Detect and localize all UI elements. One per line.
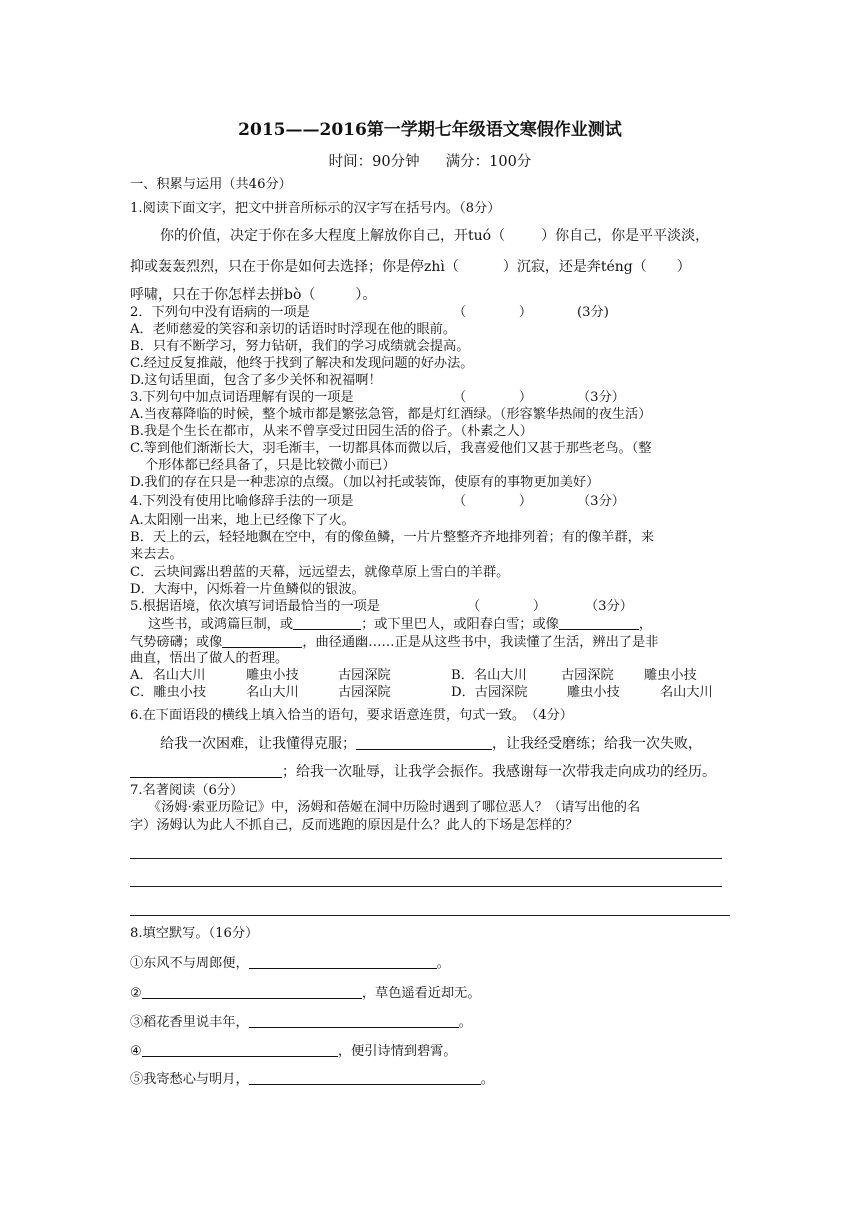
q5-blank-2[interactable] — [559, 616, 639, 630]
q7-prompt: 7.名著阅读（6分） — [130, 783, 244, 798]
q6-prompt: 6.在下面语段的横线上填入恰当的语句，要求语意连贯，句式一致。 （4分） — [130, 708, 573, 723]
exam-subtitle — [0, 153, 860, 171]
q2-prompt: 2．下列句中没有语病的一项是 （ ） (3分) — [130, 305, 609, 320]
q5-option-b: B．名山大川 — [451, 668, 527, 683]
q5-answer-paren[interactable]: （ ） — [467, 599, 547, 614]
q3-option-c: C.等到他们渐渐长大，羽毛渐丰，一切都具体而微以后，我喜爱他们又甚于那些老鸟。（整 — [130, 441, 652, 456]
q6-line2: ；给我一次耻辱，让我学会振作。我感谢每一次带我走向成功的经历。 — [130, 764, 716, 780]
q5-option-c: C．雕虫小技 — [130, 685, 207, 700]
exam-time: 时间：90分钟 — [328, 154, 420, 170]
q4-option-a: A.太阳刚一出来，地上已经像下了火。 — [130, 513, 355, 528]
q2-option-a: A．老师慈爱的笑容和亲切的话语时时浮现在他的眼前。 — [130, 322, 457, 337]
q2-option-d: D.这句话里面，包含了多少关怀和祝福啊！ — [130, 373, 382, 388]
q8-item-1: ①东风不与周郎便， 。 — [130, 956, 450, 971]
q2-option-c: C.经过反复推敲，他终于找到了解决和发现问题的好办法。 — [130, 356, 474, 371]
q5-line2: 气势磅礴；或像 ，曲径通幽……正是从这些书中，我读懂了生活，辨出了是非 — [130, 635, 659, 650]
exam-page: 2015——2016第一学期七年级语文寒假作业测试 时间：90分钟 满分：100分 一、积累与运用（共46分） 1.阅读下面文字，把文中拼音所标示的汉字写在括号内。（8分） 你的价值，决定于你在多大程度上解放你自己，开tuó（ ）你自己，你是平平淡淡， 抑或轰轰烈烈，只在于你是如何去选择；你是停zhì（ ）沉寂，还是奔téng（ ） 呼啸，只在于你怎样去拼bò（ ）。 2．下列句中没有语病的一项是 （ ） (3分) A．老师慈爱的笑容和亲切的话语时时浮现在他的眼前。 B．只有不断学习，努力钻研，我们的学习成绩就会提高。 C.经过反复推敲，他终于找到了解决和发现问题的好办法。 D.这句话里面，包含了多少关怀和祝福啊！ 3.下列句中加点词语理解有误的一项是 （ ） （3分） A.当夜幕降临的时候，整个城市都是繁弦急管，都是灯红酒绿。（形容繁华热闹的夜生活） B.我是个生长在都市，从来不曾享受过田园生活的俗子。（朴素之人） C.等到他们渐渐长大，羽毛渐丰，一切都具体而微以后，我喜爱他们又甚于那些老鸟。（整 个形体都已经具备了，只是比较微小而已） D.我们的存在只是一种悲凉的点缀。（加以衬托或装饰，使原有的事物更加美好） 4.下列没有使用比喻修辞手法的一项是 （ ） （3分） A.太阳刚一出来，地上已经像下了火。 B．天上的云，轻轻地飘在空中，有的像鱼鳞，一片片整整齐齐地排列着；有的像羊群，来 来去去。 C．云块间露出碧蓝的天幕，远远望去，就像草原上雪白的羊群。 D．大海中，闪烁着一片鱼鳞似的银波。 5.根据语境，依次填写词语最恰当的一项是 （ ） （3分） 这些书，或鸿篇巨制，或 ；或下里巴人，或阳春白雪；或像 ， 气势磅礴；或像 ，曲径通幽……正是从这些书中，我读懂了生活，辨出了是非 曲直，悟出了做人的哲理。 A．名山大川 雕虫小技 古园深院 B．名山大川 古园深院 雕虫小技 C．雕虫小技 名山大川 古园深院 D．古园深院 雕虫小技 名山大川 6.在下面语段的横线上填入恰当的语句，要求语意连贯，句式一致。 （4分） 给我一次困难，让我懂得克服； ，让我经受磨练；给我一次失败， ；给我一次耻辱，让我学会振作。我感谢每一次带我走向成功的经历。 7.名著阅读（6分） 《汤姆·索亚历险记》中，汤姆和蓓姬在洞中历险时遇到了哪位恶人？（请写出他的名 字）汤姆认为此人不抓自己，反而逃跑的原因是什么？此人的下场是怎样的？ 8.填空默写。（16分） ①东风不与周郎便， 。 ② ，草色遥看近却无。 ③稻花香里说丰年， 。 ④ ，便引诗情到碧霄。 ⑤我寄愁心与明月， 。 — [0, 0, 860, 1216]
q6-blank-1[interactable] — [356, 736, 492, 750]
q8-item-2: ② ，草色遥看近却无。 — [130, 986, 481, 1001]
q5-line1: 这些书，或鸿篇巨制，或 ；或下里巴人，或阳春白雪；或像 ， — [148, 617, 653, 632]
q1-line1: 你的价值，决定于你在多大程度上解放你自己，开tuó（ ）你自己，你是平平淡淡， — [160, 228, 710, 244]
q8-item-3: ③稻花香里说丰年， 。 — [130, 1015, 472, 1030]
q7-line2: 字）汤姆认为此人不抓自己，反而逃跑的原因是什么？此人的下场是怎样的？ — [130, 818, 579, 833]
q3-option-a: A.当夜幕降临的时候，整个城市都是繁弦急管，都是灯红酒绿。（形容繁华热闹的夜生活） — [130, 407, 652, 422]
q8-blank-5[interactable] — [249, 1071, 481, 1085]
q8-blank-4[interactable] — [142, 1043, 338, 1057]
q2-answer-paren[interactable]: （ ） — [453, 305, 533, 320]
q4-answer-paren[interactable]: （ ） — [453, 494, 533, 509]
q8-item-4: ④ ，便引诗情到碧霄。 — [130, 1044, 457, 1059]
section-heading: 一、积累与运用（共46分） — [130, 177, 292, 192]
q6-blank-2[interactable] — [130, 764, 282, 778]
q3-answer-paren[interactable]: （ ） — [453, 390, 533, 405]
q4-option-b: B．天上的云，轻轻地飘在空中，有的像鱼鳞，一片片整整齐齐地排列着；有的像羊群，来 — [130, 530, 654, 545]
q4-option-c: C．云块间露出碧蓝的天幕，远远望去，就像草原上雪白的羊群。 — [130, 565, 510, 580]
q3-prompt: 3.下列句中加点词语理解有误的一项是 （ ） （3分） — [130, 390, 625, 405]
q3-option-b: B.我是个生长在都市，从来不曾享受过田园生活的俗子。（朴素之人） — [130, 424, 533, 439]
q8-prompt: 8.填空默写。（16分） — [130, 926, 259, 941]
q8-item-5: ⑤我寄愁心与明月， 。 — [130, 1072, 494, 1087]
q8-blank-1[interactable] — [249, 955, 437, 969]
q4-option-b-cont: 来去去。 — [130, 547, 183, 562]
exam-title: 2015——2016第一学期七年级语文寒假作业测试 — [238, 120, 622, 140]
q5-line3: 曲直，悟出了做人的哲理。 — [130, 651, 289, 666]
q8-blank-2[interactable] — [142, 985, 362, 999]
q5-blank-1[interactable] — [293, 616, 361, 630]
q5-blank-3[interactable] — [222, 634, 302, 648]
q5-option-a: A．名山大川 — [130, 668, 206, 683]
q7-answer-line-1[interactable] — [130, 858, 722, 859]
q7-answer-line-3[interactable] — [130, 915, 730, 916]
q8-blank-3[interactable] — [249, 1014, 459, 1028]
exam-score: 满分：100分 — [445, 154, 532, 170]
q2-option-b: B．只有不断学习，努力钻研，我们的学习成绩就会提高。 — [130, 339, 470, 354]
q1-line3: 呼啸，只在于你怎样去拼bò（ ）。 — [130, 287, 377, 303]
q1-prompt: 1.阅读下面文字，把文中拼音所标示的汉字写在括号内。（8分） — [130, 201, 501, 216]
q4-prompt: 4.下列没有使用比喻修辞手法的一项是 （ ） （3分） — [130, 494, 625, 509]
q5-prompt: 5.根据语境，依次填写词语最恰当的一项是 （ ） （3分） — [130, 599, 633, 614]
q7-line1: 《汤姆·索亚历险记》中，汤姆和蓓姬在洞中历险时遇到了哪位恶人？（请写出他的名 — [148, 800, 641, 815]
q3-option-d: D.我们的存在只是一种悲凉的点缀。（加以衬托或装饰，使原有的事物更加美好） — [130, 475, 600, 490]
q1-line2: 抑或轰轰烈烈，只在于你是如何去选择；你是停zhì（ ）沉寂，还是奔téng（ ） — [130, 259, 691, 275]
q7-answer-line-2[interactable] — [130, 886, 722, 887]
q4-option-d: D．大海中，闪烁着一片鱼鳞似的银波。 — [130, 582, 365, 597]
q6-line1: 给我一次困难，让我懂得克服； ，让我经受磨练；给我一次失败， — [160, 736, 702, 752]
q5-option-d: D．古园深院 — [451, 685, 528, 700]
q3-option-c-cont: 个形体都已经具备了，只是比较微小而已） — [145, 458, 396, 473]
